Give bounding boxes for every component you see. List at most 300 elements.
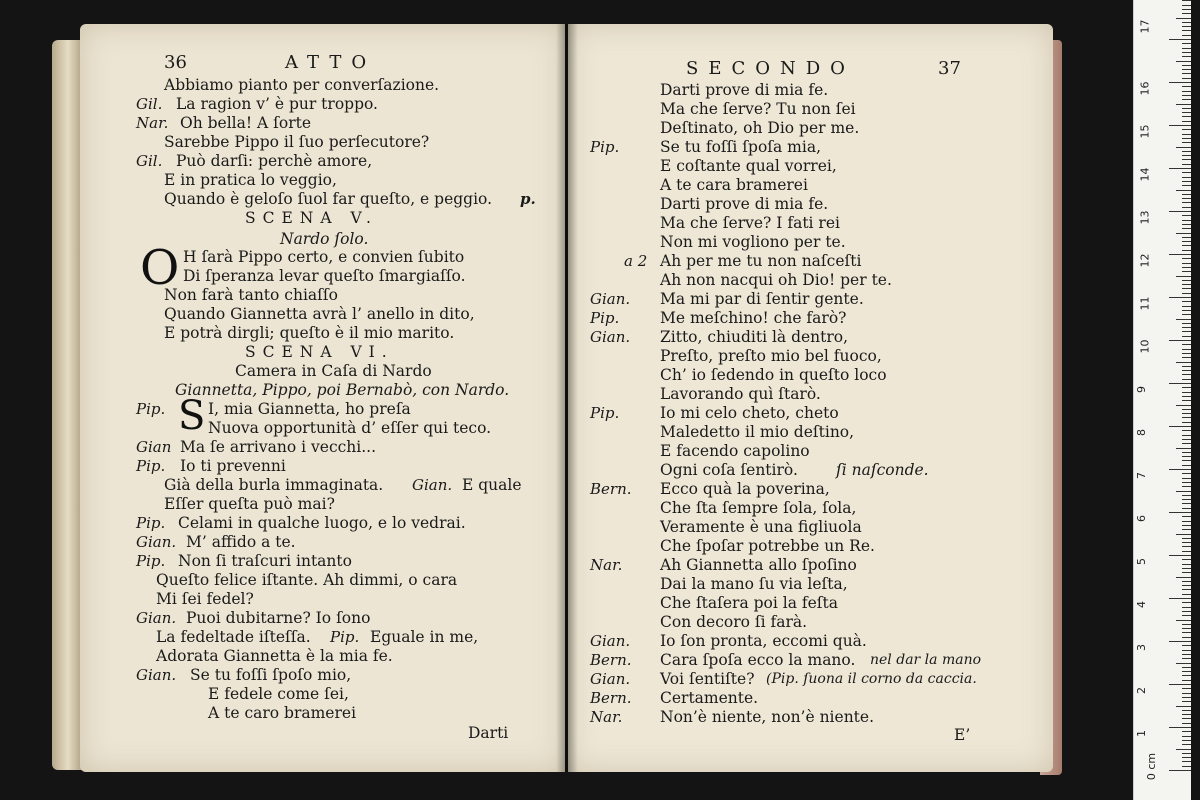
text-line: Cara ſpoſa ecco la mano. xyxy=(660,651,856,669)
text-line: E in pratica lo veggio, xyxy=(164,171,337,189)
speaker-label: Gian. xyxy=(412,476,453,494)
speaker-label: Gian. xyxy=(590,328,631,346)
ruler-tick xyxy=(1182,568,1191,569)
text-line: Veramente è una figliuola xyxy=(660,518,862,536)
ruler-tick xyxy=(1176,706,1191,707)
text-line: Può darſi: perchè amore, xyxy=(176,152,373,170)
speaker-label: Pip. xyxy=(590,309,620,327)
ruler-tick xyxy=(1182,134,1191,135)
ruler-tick xyxy=(1182,228,1191,229)
text-line: Celami in qualche luogo, e lo vedrai. xyxy=(178,514,466,532)
ruler-label: 2 xyxy=(1135,687,1148,694)
ruler-tick xyxy=(1182,761,1191,762)
ruler-tick xyxy=(1176,61,1191,62)
text-line: Ah non nacqui oh Dio! per te. xyxy=(660,271,892,289)
ruler-tick xyxy=(1182,159,1191,160)
ruler-label: 0 cm xyxy=(1145,752,1159,781)
ruler-tick xyxy=(1182,654,1191,655)
ruler-tick xyxy=(1182,95,1191,96)
text-line: La fedeltade iſteſſa. xyxy=(156,628,311,646)
text-line: Oh bella! A ſorte xyxy=(180,114,312,132)
ruler-tick xyxy=(1182,465,1191,466)
text-line: Adorata Giannetta è la mia fe. xyxy=(156,647,393,665)
text-line: M’ affido a te. xyxy=(186,533,296,551)
ruler-tick xyxy=(1182,529,1191,530)
ruler-tick xyxy=(1182,697,1191,698)
ruler-tick xyxy=(1182,344,1191,345)
ruler-tick xyxy=(1182,645,1191,646)
ruler-tick xyxy=(1182,155,1191,156)
text-line: A te cara bramerei xyxy=(660,176,808,194)
ruler-tick xyxy=(1176,534,1191,535)
text-line: E quale xyxy=(462,476,522,494)
ruler-tick xyxy=(1182,508,1191,509)
ruler-tick xyxy=(1182,499,1191,500)
ruler-tick xyxy=(1182,714,1191,715)
left-page xyxy=(80,24,565,772)
ruler-tick xyxy=(1176,405,1191,406)
ruler-tick xyxy=(1182,542,1191,543)
text-line: A te caro bramerei xyxy=(208,704,357,722)
ruler-label: 15 xyxy=(1138,124,1152,139)
ruler-tick xyxy=(1182,78,1191,79)
ruler-tick xyxy=(1182,185,1191,186)
ruler-tick xyxy=(1182,766,1191,767)
ruler-tick xyxy=(1182,628,1191,629)
text-line: E coſtante qual vorrei, xyxy=(660,157,837,175)
ruler-tick xyxy=(1182,486,1191,487)
text-line: Ecco quà la poverina, xyxy=(660,480,830,498)
speaker-label: Pip. xyxy=(136,457,166,475)
ruler-tick xyxy=(1169,39,1191,40)
stage-direction: Giannetta, Pippo, poi Bernabò, con Nardo. xyxy=(175,381,510,399)
ruler-tick xyxy=(1182,366,1191,367)
ruler-tick xyxy=(1176,620,1191,621)
ruler-tick xyxy=(1182,310,1191,311)
ruler-tick xyxy=(1182,624,1191,625)
text-line: Sarebbe Pippo il ſuo perſecutore? xyxy=(164,133,430,151)
ruler-tick xyxy=(1169,82,1191,83)
ruler-tick xyxy=(1182,736,1191,737)
ruler-tick xyxy=(1182,207,1191,208)
text-line: Che ſpoſar potrebbe un Re. xyxy=(660,537,875,555)
text-line: Preſto, preſto mio bel fuoco, xyxy=(660,347,882,365)
ruler-tick xyxy=(1169,297,1191,298)
speaker-label: Pip. xyxy=(136,552,166,570)
speaker-label: Gian. xyxy=(590,290,631,308)
ruler-label: 12 xyxy=(1138,253,1152,268)
text-line: Nuova opportunità d’ eſſer qui teco. xyxy=(208,419,492,437)
ruler-tick xyxy=(1182,611,1191,612)
ruler-tick xyxy=(1182,26,1191,27)
ruler-tick xyxy=(1182,202,1191,203)
text-line: Darti prove di mia fe. xyxy=(660,81,829,99)
ruler-tick xyxy=(1182,48,1191,49)
ruler-label: 4 xyxy=(1135,601,1148,608)
speaker-label: Bern. xyxy=(590,689,632,707)
ruler-tick xyxy=(1182,693,1191,694)
ruler-tick xyxy=(1176,104,1191,105)
speaker-label: Gian. xyxy=(136,609,177,627)
ruler-tick xyxy=(1182,43,1191,44)
text-line: Ma mi par di ſentir gente. xyxy=(660,290,864,308)
speaker-label: Gil. xyxy=(136,95,163,113)
ruler-tick xyxy=(1169,641,1191,642)
ruler-tick xyxy=(1182,417,1191,418)
text-line: Ah per me tu non naſceſti xyxy=(660,252,862,270)
text-line: Già della burla immaginata. xyxy=(164,476,384,494)
text-line: Quando è geloſo ſuol far queſto, e peggio. xyxy=(164,190,493,208)
ruler-tick xyxy=(1182,680,1191,681)
ruler-tick xyxy=(1182,495,1191,496)
ruler-tick xyxy=(1182,172,1191,173)
page-number-left: 36 xyxy=(164,52,187,73)
ruler-tick xyxy=(1182,753,1191,754)
ruler-tick xyxy=(1182,177,1191,178)
ruler-tick xyxy=(1182,594,1191,595)
ruler-tick xyxy=(1182,430,1191,431)
stage-direction: ſi naſconde. xyxy=(836,461,929,479)
text-line: Zitto, chiuditi là dentro, xyxy=(660,328,849,346)
ruler-tick xyxy=(1182,744,1191,745)
ruler-tick xyxy=(1182,478,1191,479)
text-line: Non farà tanto chiaſſo xyxy=(164,286,338,304)
ruler-label: 6 xyxy=(1135,515,1148,522)
book-gutter xyxy=(556,24,578,772)
ruler-label: 14 xyxy=(1138,167,1152,182)
ruler-label: 10 xyxy=(1138,339,1152,354)
text-line: Deſtinato, oh Dio per me. xyxy=(660,119,860,137)
ruler-tick xyxy=(1182,52,1191,53)
ruler-tick xyxy=(1169,125,1191,126)
ruler-tick xyxy=(1182,602,1191,603)
ruler-tick xyxy=(1182,323,1191,324)
ruler-tick xyxy=(1182,387,1191,388)
ruler-tick xyxy=(1182,267,1191,268)
ruler-tick xyxy=(1182,456,1191,457)
ruler-tick xyxy=(1182,30,1191,31)
ruler-tick xyxy=(1182,224,1191,225)
ruler-tick xyxy=(1169,340,1191,341)
ruler-tick xyxy=(1182,220,1191,221)
speaker-label: Gian. xyxy=(136,666,177,684)
ruler-tick xyxy=(1182,379,1191,380)
ruler-tick xyxy=(1182,9,1191,10)
ruler-tick xyxy=(1182,121,1191,122)
ruler-tick xyxy=(1182,607,1191,608)
ruler-tick xyxy=(1182,5,1191,6)
ruler-tick xyxy=(1182,637,1191,638)
ruler-tick xyxy=(1182,439,1191,440)
ruler-tick xyxy=(1176,491,1191,492)
ruler-tick xyxy=(1182,731,1191,732)
catchword: Darti xyxy=(468,724,509,742)
ruler-tick xyxy=(1182,701,1191,702)
ruler-tick xyxy=(1169,426,1191,427)
ruler-tick xyxy=(1182,564,1191,565)
speaker-label: Gian. xyxy=(590,632,631,650)
ruler-tick xyxy=(1176,362,1191,363)
ruler-tick xyxy=(1182,435,1191,436)
text-line: Lavorando quì ſtarò. xyxy=(660,385,821,403)
ruler-tick xyxy=(1182,164,1191,165)
stage-direction: nel dar la mano xyxy=(870,652,982,668)
text-line: Quando Giannetta avrà l’ anello in dito, xyxy=(164,305,475,323)
ruler-tick xyxy=(1182,56,1191,57)
ruler-tick xyxy=(1182,65,1191,66)
ruler-tick xyxy=(1176,749,1191,750)
text-line: Certamente. xyxy=(660,689,759,707)
ruler-tick xyxy=(1182,112,1191,113)
stage-direction: Nardo ſolo. xyxy=(280,230,369,248)
ruler-tick xyxy=(1169,168,1191,169)
ruler-tick xyxy=(1169,383,1191,384)
ruler-tick xyxy=(1182,69,1191,70)
text-line: Eguale in me, xyxy=(370,628,479,646)
ruler-tick xyxy=(1182,650,1191,651)
ruler-tick xyxy=(1182,0,1191,1)
speaker-label: p. xyxy=(520,190,536,208)
ruler-tick xyxy=(1182,301,1191,302)
ruler-tick xyxy=(1176,663,1191,664)
ruler-tick xyxy=(1176,276,1191,277)
speaker-label: Pip. xyxy=(136,514,166,532)
ruler-label: 1 xyxy=(1135,730,1148,737)
speaker-label: Gian. xyxy=(590,670,631,688)
ruler-tick xyxy=(1169,684,1191,685)
ruler-tick xyxy=(1182,327,1191,328)
ruler-tick xyxy=(1176,319,1191,320)
speaker-label: Pip. xyxy=(330,628,360,646)
ruler-tick xyxy=(1182,409,1191,410)
ruler-tick xyxy=(1182,263,1191,264)
ruler-tick xyxy=(1182,293,1191,294)
ruler-label: 9 xyxy=(1135,386,1148,393)
ruler-tick xyxy=(1182,250,1191,251)
ruler-tick xyxy=(1182,658,1191,659)
ruler-label: 17 xyxy=(1138,19,1152,34)
measurement-ruler xyxy=(1133,0,1191,800)
page-number-right: 37 xyxy=(938,58,961,79)
text-line: Ma che ſerve? I fati rei xyxy=(660,214,840,232)
text-line: Se tu foſſi ſpoſo mio, xyxy=(190,666,352,684)
ruler-tick xyxy=(1169,469,1191,470)
ruler-tick xyxy=(1182,521,1191,522)
ruler-tick xyxy=(1169,598,1191,599)
text-line: Che ſtaſera poi la feſta xyxy=(660,594,839,612)
speaker-label: Gil. xyxy=(136,152,163,170)
text-line: Ah Giannetta allo ſpoſino xyxy=(660,556,857,574)
ruler-tick xyxy=(1182,129,1191,130)
text-line: E fedele come ſei, xyxy=(208,685,349,703)
text-line: Eſſer queſta può mai? xyxy=(164,495,335,513)
ruler-tick xyxy=(1182,589,1191,590)
ruler-tick xyxy=(1182,138,1191,139)
ruler-tick xyxy=(1182,306,1191,307)
scene-heading: SCENA VI. xyxy=(245,343,394,361)
text-line: E potrà dirgli; queſto è il mio marito. xyxy=(164,324,455,342)
text-line: Ma ſe arrivano i vecchi... xyxy=(180,438,377,456)
ruler-label: 11 xyxy=(1138,296,1152,311)
text-line: Con decoro ſi farà. xyxy=(660,613,808,631)
ruler-tick xyxy=(1182,91,1191,92)
ruler-tick xyxy=(1182,516,1191,517)
ruler-tick xyxy=(1176,233,1191,234)
text-line: Darti prove di mia fe. xyxy=(660,195,829,213)
speaker-label: Bern. xyxy=(590,480,632,498)
ruler-tick xyxy=(1182,559,1191,560)
ruler-tick xyxy=(1176,448,1191,449)
text-line: Abbiamo pianto per converſazione. xyxy=(164,76,440,94)
ruler-tick xyxy=(1182,22,1191,23)
ruler-label: 8 xyxy=(1135,429,1148,436)
ruler-tick xyxy=(1182,349,1191,350)
speaker-label: Pip. xyxy=(590,138,620,156)
ruler-tick xyxy=(1182,13,1191,14)
ruler-tick xyxy=(1182,370,1191,371)
text-line: Maledetto il mio deſtino, xyxy=(660,423,855,441)
ruler-tick xyxy=(1169,555,1191,556)
text-line: H ſarà Pippo certo, e convien ſubito xyxy=(183,248,465,266)
ruler-tick xyxy=(1182,86,1191,87)
right-page xyxy=(568,24,1053,772)
ruler-tick xyxy=(1182,215,1191,216)
speaker-label: a 2 xyxy=(624,252,648,270)
ruler-tick xyxy=(1182,443,1191,444)
ruler-tick xyxy=(1182,400,1191,401)
ruler-tick xyxy=(1182,142,1191,143)
ruler-tick xyxy=(1182,723,1191,724)
ruler-tick xyxy=(1182,181,1191,182)
scene-heading: SCENA V. xyxy=(245,209,378,227)
ruler-tick xyxy=(1182,572,1191,573)
drop-cap: S xyxy=(178,393,206,439)
ruler-tick xyxy=(1182,116,1191,117)
ruler-tick xyxy=(1176,147,1191,148)
ruler-tick xyxy=(1182,757,1191,758)
speaker-label: Gian xyxy=(136,438,172,456)
text-line: Non mi vogliono per te. xyxy=(660,233,846,251)
stage-direction: Camera in Caſa di Nardo xyxy=(235,362,432,380)
ruler-tick xyxy=(1182,632,1191,633)
text-line: Puoi dubitarne? Io ſono xyxy=(186,609,371,627)
speaker-label: Gian. xyxy=(136,533,177,551)
ruler-label: 5 xyxy=(1135,558,1148,565)
ruler-tick xyxy=(1176,18,1191,19)
ruler-tick xyxy=(1182,280,1191,281)
ruler-tick xyxy=(1182,688,1191,689)
ruler-tick xyxy=(1182,718,1191,719)
ruler-tick xyxy=(1182,581,1191,582)
speaker-label: Nar. xyxy=(136,114,169,132)
text-line: Ma che ſerve? Tu non ſei xyxy=(660,100,856,118)
ruler-tick xyxy=(1169,727,1191,728)
text-line: E facendo capolino xyxy=(660,442,810,460)
text-line: Non’è niente, non’è niente. xyxy=(660,708,875,726)
ruler-tick xyxy=(1182,353,1191,354)
ruler-tick xyxy=(1182,108,1191,109)
text-line: Voi ſentiſte? xyxy=(660,670,755,688)
ruler-tick xyxy=(1182,482,1191,483)
text-line: I, mia Giannetta, ho preſa xyxy=(208,400,411,418)
speaker-label: Pip. xyxy=(136,400,166,418)
ruler-tick xyxy=(1182,615,1191,616)
ruler-tick xyxy=(1182,258,1191,259)
ruler-label: 3 xyxy=(1135,644,1148,651)
ruler-tick xyxy=(1182,331,1191,332)
ruler-tick xyxy=(1182,73,1191,74)
text-line: Queſto felice iſtante. Ah dimmi, o cara xyxy=(156,571,458,589)
ruler-tick xyxy=(1182,585,1191,586)
text-line: Di ſperanza levar queſto ſmargiaſſo. xyxy=(183,267,466,285)
ruler-tick xyxy=(1182,336,1191,337)
ruler-tick xyxy=(1182,194,1191,195)
ruler-tick xyxy=(1182,671,1191,672)
running-head-left: ATTO xyxy=(285,52,377,73)
text-line: Mi ſei fedel? xyxy=(156,590,254,608)
running-head-right: SECONDO xyxy=(686,58,855,79)
ruler-tick xyxy=(1182,237,1191,238)
text-line: Non ſi traſcuri intanto xyxy=(178,552,352,570)
text-line: Me meſchino! che farò? xyxy=(660,309,847,327)
ruler-tick xyxy=(1176,190,1191,191)
ruler-tick xyxy=(1169,512,1191,513)
text-line: Che ſta ſempre ſola, ſola, xyxy=(660,499,857,517)
ruler-tick xyxy=(1182,396,1191,397)
ruler-tick xyxy=(1169,254,1191,255)
ruler-tick xyxy=(1182,284,1191,285)
text-line: Se tu foſſi ſpoſa mia, xyxy=(660,138,822,156)
ruler-label: 16 xyxy=(1138,81,1152,96)
ruler-tick xyxy=(1182,546,1191,547)
drop-cap: O xyxy=(140,240,180,296)
ruler-label: 13 xyxy=(1138,210,1152,225)
ruler-tick xyxy=(1182,151,1191,152)
ruler-tick xyxy=(1182,198,1191,199)
text-line: Io mi celo cheto, cheto xyxy=(660,404,839,422)
ruler-label: 7 xyxy=(1135,472,1148,479)
speaker-label: Nar. xyxy=(590,556,623,574)
ruler-tick xyxy=(1182,99,1191,100)
ruler-tick xyxy=(1182,503,1191,504)
ruler-tick xyxy=(1169,211,1191,212)
speaker-label: Nar. xyxy=(590,708,623,726)
ruler-tick xyxy=(1182,538,1191,539)
text-line: Io ti prevenni xyxy=(180,457,286,475)
text-line: Dai la mano ſu via leſta, xyxy=(660,575,848,593)
ruler-tick xyxy=(1182,413,1191,414)
ruler-tick xyxy=(1182,374,1191,375)
ruler-tick xyxy=(1182,271,1191,272)
ruler-tick xyxy=(1176,577,1191,578)
ruler-tick xyxy=(1182,288,1191,289)
ruler-tick xyxy=(1182,357,1191,358)
ruler-tick xyxy=(1182,525,1191,526)
ruler-tick xyxy=(1182,740,1191,741)
ruler-tick xyxy=(1182,35,1191,36)
ruler-tick xyxy=(1182,667,1191,668)
ruler-tick xyxy=(1169,770,1191,771)
speaker-label: Bern. xyxy=(590,651,632,669)
catchword: E’ xyxy=(954,726,971,744)
text-line: Ogni coſa ſentirò. xyxy=(660,461,798,479)
ruler-tick xyxy=(1182,452,1191,453)
text-line: Io ſon pronta, eccomi quà. xyxy=(660,632,867,650)
ruler-tick xyxy=(1182,314,1191,315)
ruler-tick xyxy=(1182,245,1191,246)
text-line: Ch’ io ſedendo in queſto loco xyxy=(660,366,887,384)
ruler-tick xyxy=(1182,551,1191,552)
